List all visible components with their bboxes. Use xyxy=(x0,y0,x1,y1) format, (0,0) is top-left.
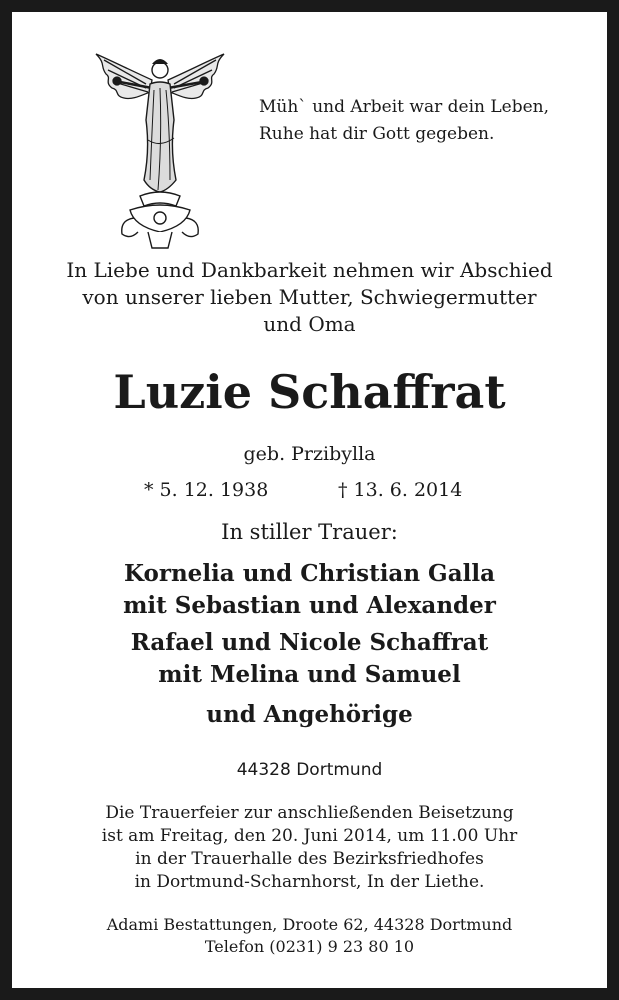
family-line: Kornelia und Christian Galla xyxy=(124,560,495,587)
birth-name: geb. Przibylla xyxy=(243,443,376,465)
intro-line: von unserer lieben Mutter, Schwiegermutter xyxy=(82,285,537,309)
undertaker-address: Adami Bestattungen, Droote 62, 44328 Dortmund xyxy=(106,915,513,934)
service-info xyxy=(12,802,607,894)
verse-line: Müh` und Arbeit war dein Leben, xyxy=(259,97,550,117)
service-line: in der Trauerhalle des Bezirksfriedhofes xyxy=(135,849,484,869)
intro-line: und Oma xyxy=(263,312,356,336)
undertaker-phone: Telefon (0231) 9 23 80 10 xyxy=(204,937,415,956)
relatives: und Angehörige xyxy=(206,701,413,728)
deceased-name: Luzie Schaffrat xyxy=(113,365,506,419)
intro-line: In Liebe und Dankbarkeit nehmen wir Abschied xyxy=(66,258,553,282)
verse xyxy=(259,94,549,148)
birth-date: * 5. 12. 1938 xyxy=(144,479,269,501)
intro-text xyxy=(12,257,607,338)
service-line: Die Trauerfeier zur anschließenden Beisetzung xyxy=(105,803,514,823)
family-group-1 xyxy=(12,558,607,622)
angel-illustration-icon xyxy=(90,40,230,252)
family-line: Rafael und Nicole Schaffrat xyxy=(130,629,489,656)
death-date: † 13. 6. 2014 xyxy=(338,479,463,501)
mourners-label: In stiller Trauer: xyxy=(221,520,398,544)
obituary-notice xyxy=(12,12,607,988)
city: 44328 Dortmund xyxy=(236,760,383,780)
verse-line: Ruhe hat dir Gott gegeben. xyxy=(259,124,495,144)
family-line: mit Sebastian und Alexander xyxy=(123,592,496,619)
service-line: ist am Freitag, den 20. Juni 2014, um 11.00 Uhr xyxy=(101,826,518,846)
undertaker-info xyxy=(12,914,607,958)
family-line: mit Melina und Samuel xyxy=(158,661,461,688)
family-group-2 xyxy=(12,627,607,691)
service-line: in Dortmund-Scharnhorst, In der Liethe. xyxy=(134,872,485,892)
